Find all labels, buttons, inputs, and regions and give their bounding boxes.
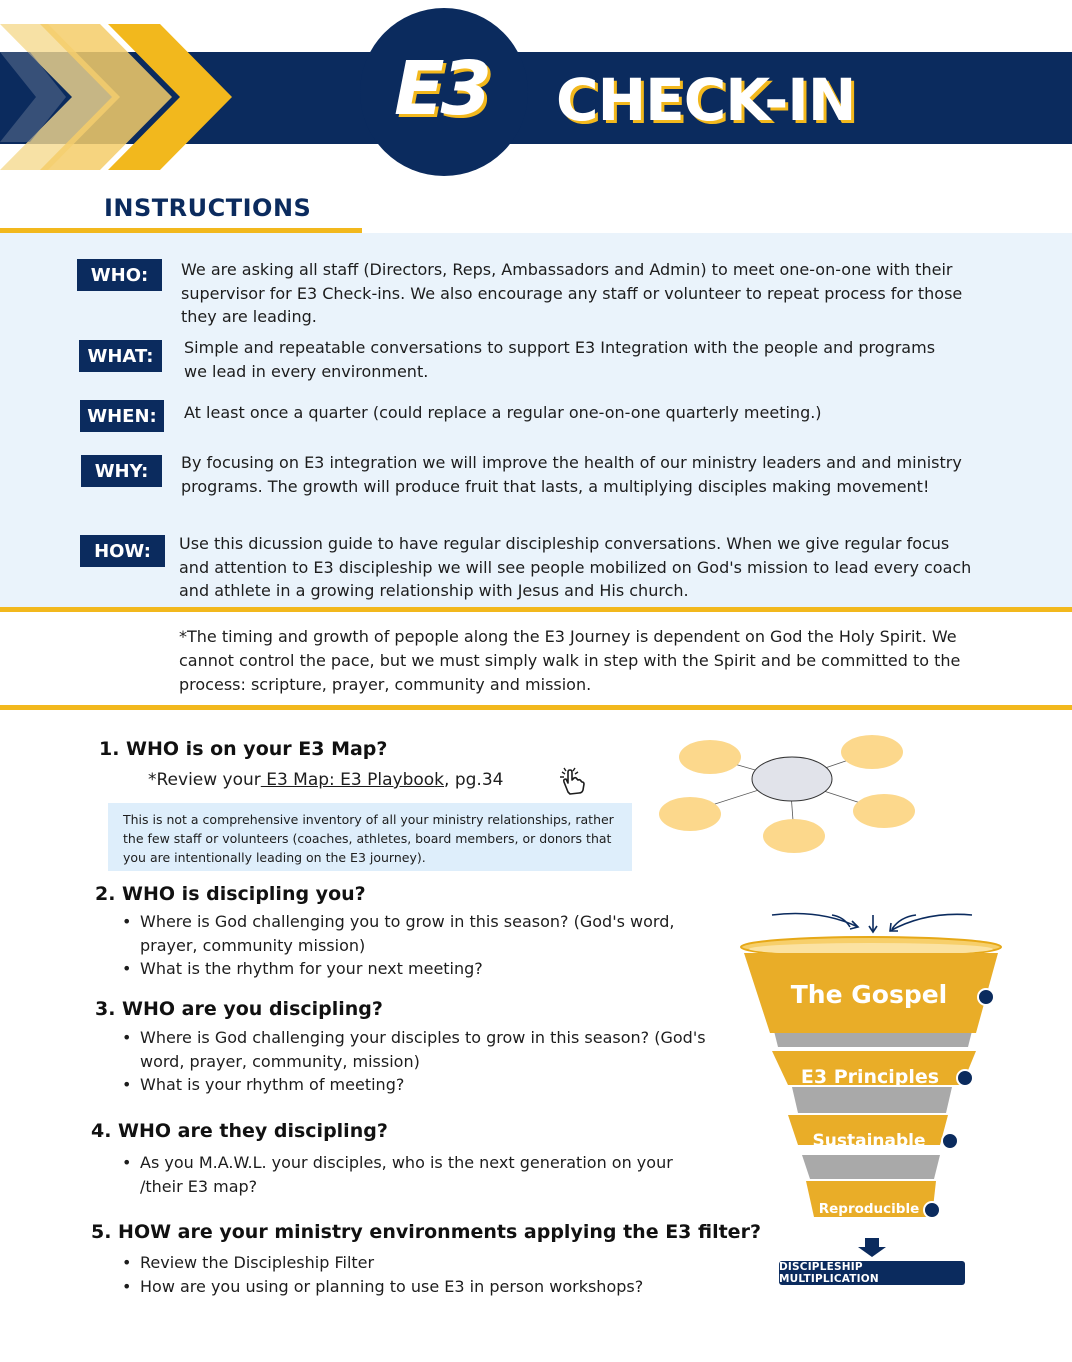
question-1-review [148,770,503,790]
funnel-level-gospel: The Gospel [790,980,948,1009]
why-tag: WHY: [81,455,162,487]
how-text: Use this dicussion guide to have regular discipleship conversations. When we give regular focus and attention to E3 discipleship we will see people mobilized on God's mission to lead every coach and athlete in a growing relationship with Jesus and His church. [179,534,972,600]
list-item: • How are you using or planning to use E3 in person workshops? [120,1275,760,1299]
question-1-title: 1. WHO is on your E3 Map? [99,738,388,760]
who-text: We are asking all staff (Directors, Reps, Ambassadors and Admin) to meet one-on-one with their supervisor for E3 Check-ins. We also encourage any staff or volunteer to repeat process for those they are leading. [181,260,963,326]
question-2-bullets [120,910,690,981]
list-item: • As you M.A.W.L. your disciples, who is the next generation on your /their E3 map? [120,1151,690,1198]
question-3-title: 3. WHO are you discipling? [95,998,383,1020]
instructions-divider [0,607,1072,612]
who-tag: WHO: [77,259,162,291]
discipleship-multiplication-label: DISCIPLESHIP MULTIPLICATION [779,1261,965,1285]
funnel-level-reproducible: Reproducible [818,1201,920,1217]
what-tag: WHAT: [79,340,162,372]
list-item: • What is the rhythm for your next meeting? [120,957,690,981]
note-divider [0,705,1072,710]
question-3-bullets [120,1026,710,1097]
list-item: • Where is God challenging you to grow in this season? (God's word, prayer, community mission) [120,910,690,957]
why-text: By focusing on E3 integration we will improve the health of our ministry leaders and and ministry programs. The growth will produce fruit that lasts, a multiplying disciples making movement! [181,453,962,496]
e3-logo: E3 [393,46,489,132]
funnel-level-principles: E3 Principles [800,1066,940,1088]
discipleship-funnel [740,905,1010,1290]
e3-map-callout: This is not a comprehensive inventory of all your ministry relationships, rather the few staff or volunteers (coaches, athletes, board members, or donors that you are intentionally leading on the E3 journey). [108,803,632,871]
e3-map-diagram [650,730,920,860]
question-5-title: 5. HOW are your ministry environments applying the E3 filter? [91,1221,761,1243]
when-text: At least once a quarter (could replace a regular one-on-one quarterly meeting.) [184,403,822,422]
review-suffix: , pg.34 [444,770,504,790]
what-text: Simple and repeatable conversations to support E3 Integration with the people and programs we lead in every environment. [184,338,936,381]
list-item: • Review the Discipleship Filter [120,1251,760,1275]
how-tag: HOW: [80,535,165,567]
chevron-arrows-icon [0,24,240,170]
list-item: • Where is God challenging your disciples to grow in this season? (God's word, prayer, community, mission) [120,1026,710,1073]
review-prefix: *Review your [148,770,261,790]
funnel-level-sustainable: Sustainable [812,1131,926,1151]
instructions-heading: INSTRUCTIONS [104,194,312,222]
question-2-title: 2. WHO is discipling you? [95,883,366,905]
question-5-bullets [120,1251,760,1298]
question-4-title: 4. WHO are they discipling? [91,1120,388,1142]
when-tag: WHEN: [80,400,164,432]
question-4-bullets [120,1151,690,1198]
page-title: CHECK-IN [556,66,856,134]
pointing-hand-icon [556,766,590,796]
e3-playbook-link[interactable]: E3 Map: E3 Playbook [260,770,445,790]
timing-note: *The timing and growth of pepople along the E3 Journey is dependent on God the Holy Spirit. We cannot control the pace, but we must simply walk in step with the Spirit and be committed to the process: scripture, prayer, community and mission. [179,627,961,694]
list-item: • What is your rhythm of meeting? [120,1073,710,1097]
